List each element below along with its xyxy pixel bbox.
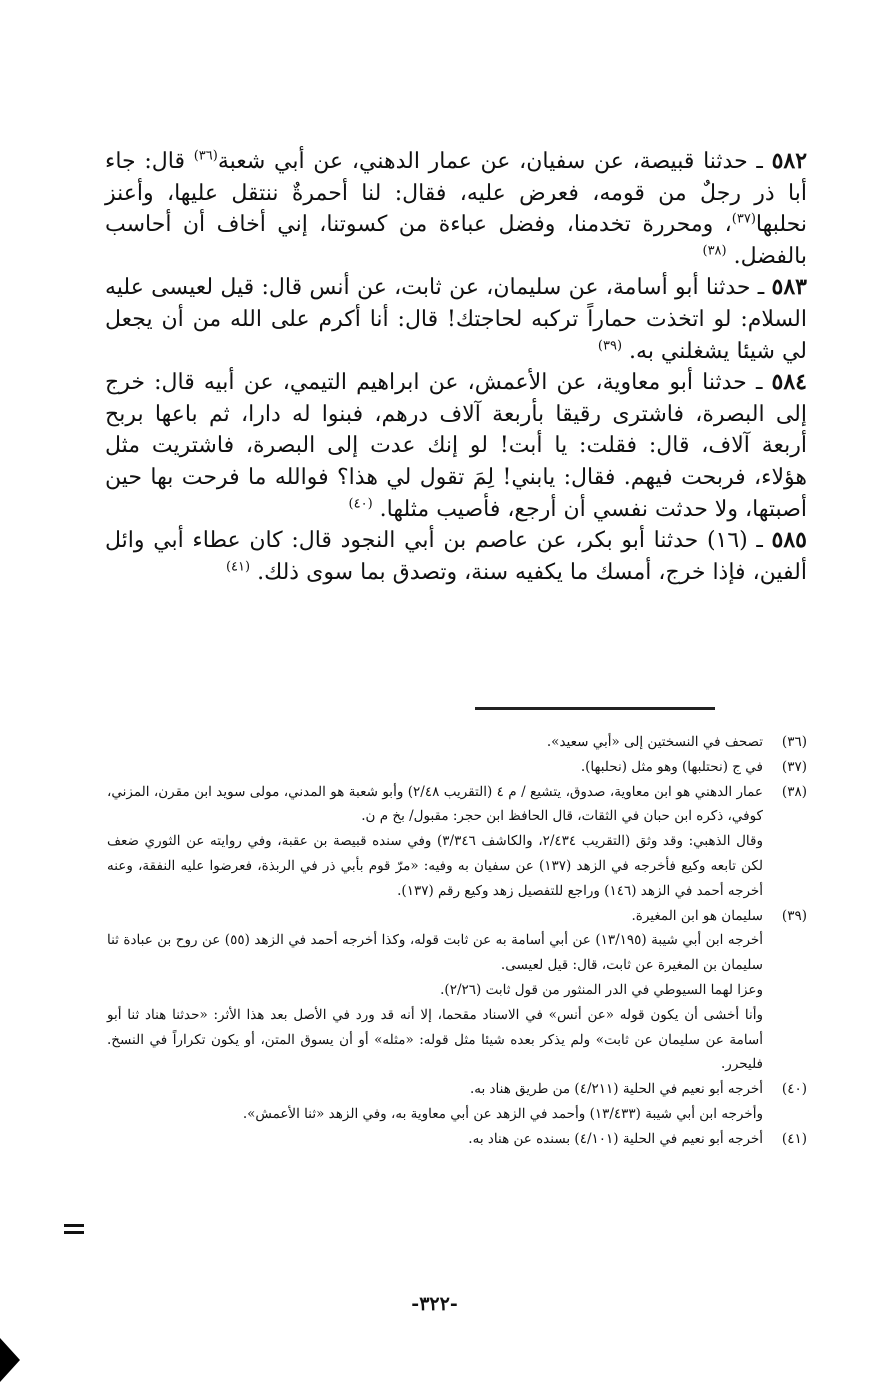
entry-number: ٥٨٣ bbox=[771, 274, 807, 301]
footnote-line: سليمان هو ابن المغيرة. bbox=[631, 907, 763, 924]
footnote-number: (٣٧) bbox=[781, 758, 807, 775]
scan-corner-mark bbox=[0, 1338, 20, 1382]
main-text bbox=[105, 146, 807, 588]
paragraph-583 bbox=[105, 272, 807, 367]
footnote-36 bbox=[107, 730, 807, 755]
entry-text: ـ حدثنا أبو معاوية، عن الأعمش، عن ابراهيم التيمي، عن أبيه قال: خرج إلى البصرة، فاشترى رقيقا بأربعة آلاف درهم، فبنوا له دارا، ثم باعها بربح أربعة آلاف، قال: فقلت: يا أبت! لو إنك عدت إلى البصرة، فاشتريت مثل هؤلاء، فربحت فيهم. فقال: يابني! لِمَ تقول لي هذا؟ فوالله ما فرحت بها حين أصبتها، ولا حدثت نفسي أن أرجع، فأصيب مثلها. bbox=[105, 370, 807, 522]
footnote-ref: (٣٧) bbox=[731, 211, 756, 227]
footnote-ref: (٣٦) bbox=[193, 148, 218, 164]
paragraph-582 bbox=[105, 146, 807, 272]
footnote-ref: (٣٩) bbox=[597, 338, 623, 354]
margin-mark bbox=[64, 1224, 84, 1236]
footnote-38 bbox=[107, 780, 807, 904]
paragraph-585 bbox=[105, 525, 807, 588]
entry-text: ـ (١٦) حدثنا أبو بكر، عن عاصم بن أبي النجود قال: كان عطاء أبي وائل ألفين، فإذا خرج، أمسك ما يكفيه سنة، وتصدق بما سوى ذلك. bbox=[105, 528, 807, 585]
footnote-number: (٤٠) bbox=[781, 1081, 807, 1098]
footnote-number: (٤١) bbox=[781, 1130, 807, 1147]
footnote-line: في ج (نحتلبها) وهو مثل (نحلبها). bbox=[580, 758, 763, 775]
footnote-line: تصحف في النسختين إلى «أبي سعيد». bbox=[546, 734, 763, 750]
footnote-line: وأخرجه ابن أبي شيبة (١٣/٤٣٣) وأحمد في الزهد عن أبي معاوية به، وفي الزهد «ثنا الأعمش». bbox=[242, 1105, 763, 1122]
footnote-line: وعزا لهما السيوطي في الدر المنثور من قول ثابت (٢/٢٦). bbox=[440, 981, 763, 998]
entry-text: قال: جاء أبا ذر رجلٌ من قومه، فعرض عليه، فقال: لنا أحمرةٌ ننتقل عليها، وأعنز نحلبها bbox=[105, 149, 807, 238]
footnote-ref: (٣٨) bbox=[702, 243, 727, 259]
footnote-number: (٣٨) bbox=[781, 783, 807, 800]
footnote-line: وأنا أخشى أن يكون قوله «عن أنس» في الاسناد مقحما، إلا أنه قد ورد في الأصل بعد هذا الأثر: «حدثنا هناد ثنا أبو أسامة عن سليمان عن ثابت» ولم يذكر بعده شيئا مثل قوله: «مثله» أو أن يسوق المتن، أو يكون تكراراً في النسخ. فليحرر. bbox=[107, 1006, 763, 1073]
footnote-separator bbox=[475, 707, 715, 710]
footnote-line: عمار الدهني هو ابن معاوية، صدوق، يتشيع / م ٤ (التقريب ٢/٤٨) وأبو شعبة هو المدني، مولى سويد ابن مقرن، المزني، كوفي، ذكره ابن حبان في الثقات، قال الحافظ ابن حجر: مقبول/ بخ م ن. bbox=[107, 783, 763, 825]
entry-number: ٥٨٤ bbox=[771, 369, 807, 396]
page-number: -٣٢٢- bbox=[411, 1293, 458, 1315]
footnote-40 bbox=[107, 1077, 807, 1127]
entry-text: ـ حدثنا أبو أسامة، عن سليمان، عن ثابت، عن أنس قال: قيل لعيسى عليه السلام: لو اتخذت حماراً تركبه لحاجتك! قال: أنا أكرم على الله من أن يجعل لي شيئا يشغلني به. bbox=[105, 275, 807, 364]
footnote-line: أخرجه أبو نعيم في الحلية (٤/٢١١) من طريق هناد به. bbox=[469, 1081, 763, 1098]
footnote-number: (٣٦) bbox=[781, 734, 807, 750]
footnote-ref: (٤١) bbox=[225, 559, 251, 575]
entry-text: ، ومحررة تخدمنا، وفضل عباءة من كسوتنا، إني أخاف أن أحاسب بالفضل. bbox=[105, 212, 807, 269]
entry-number: ٥٨٥ bbox=[771, 527, 807, 554]
entry-number: ٥٨٢ bbox=[771, 148, 808, 174]
footnote-number: (٣٩) bbox=[781, 907, 807, 924]
paragraph-584 bbox=[105, 367, 807, 525]
footnotes bbox=[107, 730, 807, 1152]
footnote-ref: (٤٠) bbox=[348, 496, 373, 512]
footnote-39 bbox=[107, 904, 807, 1078]
footnote-line: وقال الذهبي: وقد وثق (التقريب ٢/٤٣٤، والكاشف ٣/٣٤٦) وفي سنده قبيصة بن عقبة، وفي روايته عن الثوري ضعف لكن تابعه وكيع فأخرجه في الزهد (١٣٧) عن سفيان به وفيه: «مرّ قوم بأبي ذر في الربذة، فعرضوا عليه النفقة، وعنه أخرجه أحمد في الزهد (١٤٦) وراجع للتفصيل زهد وكيع رقم (١٣٧). bbox=[107, 833, 763, 899]
footnote-37 bbox=[107, 755, 807, 780]
footnote-line: أخرجه ابن أبي شيبة (١٣/١٩٥) عن أبي أسامة به عن ثابت قوله، وكذا أخرجه أحمد في الزهد (٥٥) عن روح بن عبادة ثنا سليمان بن المغيرة عن ثابت، قال: قيل لعيسى. bbox=[107, 932, 763, 974]
footnote-41 bbox=[107, 1127, 807, 1152]
footnote-line: أخرجه أبو نعيم في الحلية (٤/١٠١) بسنده عن هناد به. bbox=[468, 1130, 763, 1147]
entry-text: ـ حدثنا قبيصة، عن سفيان، عن عمار الدهني، عن أبي شعبة bbox=[217, 149, 772, 174]
